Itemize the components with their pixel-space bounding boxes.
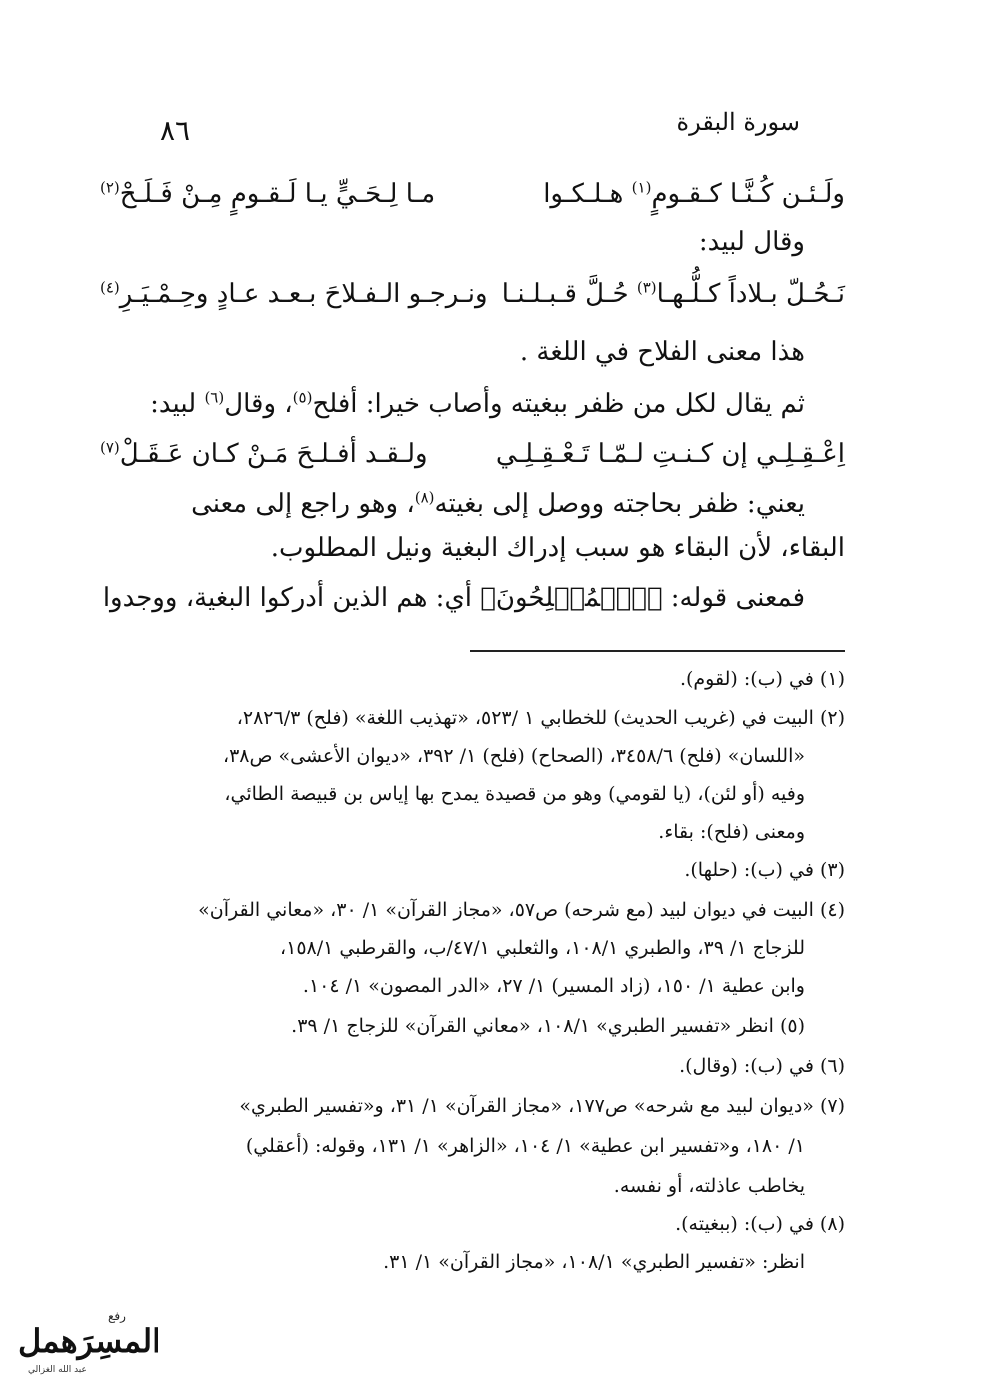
footnote: (٥) انظر «تفسير الطبري» ١٠٨/١، «معاني القرآن» للزجاج ١/ ٣٩. — [291, 1015, 805, 1037]
footnote-continuation: وفيه (أو لئن)، (يا لقومي) وهو من قصيدة يمدح بها إياس بن قبيصة الطائي، — [224, 783, 805, 805]
verse-hemistich: مـا لِـحَـيٍّ يـا لَـقـومٍ مِـنْ فَـلَـحْ$^{(٢)}$ — [100, 178, 436, 209]
footnote-ref: (٧) — [100, 438, 120, 457]
footnote-ref: (١) — [631, 178, 652, 197]
footnote: (٨) في (ب): (ببغيته). — [675, 1213, 845, 1235]
footnote-continuation: وابن عطية ١/ ١٥٠، (زاد المسير) ١/ ٢٧، «الدر المصون» ١/ ١٠٤. — [302, 975, 805, 997]
text-line: فمعنى قوله: ﴿ٱلۡمُفۡلِحُونَ﴾ أي: هم الذين أدركوا البغية، ووجدوا — [102, 583, 805, 613]
footnote-ref: (٤) — [100, 278, 120, 297]
footnote: (١) في (ب): (لقوم). — [679, 668, 845, 690]
quran-term: ﴿ٱلۡمُفۡلِحُونَ﴾ — [480, 583, 663, 613]
footnote-ref: (٦) — [204, 388, 225, 407]
verse-hemistich: ونـرجـو الـفـلاحَ بـعـد عـادٍ وحِـمْـيَـرِ$^{(٤)}$ — [100, 278, 488, 309]
text-line: هذا معنى الفلاح في اللغة . — [519, 337, 805, 367]
svg-text:المسِرَهمل: المسِرَهمل — [18, 1322, 158, 1360]
footnote-continuation: للزجاج ١/ ٣٩، والطبري ١٠٨/١، والثعلبي ٤٧/١/ب، والقرطبي ١٥٨/١، — [279, 937, 805, 959]
verse-line-1 — [100, 172, 845, 216]
footnote: (٢) البيت في (غريب الحديث) للخطابي ١ /٥٢٣، «تهذيب اللغة» (فلح) ٢٨٢٦/٣، — [236, 707, 845, 729]
text-line: يعني: ظفر بحاجته ووصل إلى بغيته$^{(٨)}$، وهو راجع إلى معنى — [191, 488, 805, 519]
verse-hemistich: ولَـئـن كُـنَّـا كـقـومٍ$^{(١)}$ هـلـكـوا — [543, 178, 845, 209]
footnote-continuation: ومعنى (فلح): بقاء. — [658, 821, 805, 843]
footnote-separator — [470, 650, 845, 652]
text-line: وقال لبيد: — [698, 227, 805, 257]
footnote-ref: (٥) — [292, 388, 313, 407]
footnote-continuation: يخاطب عاذلته، أو نفسه. — [613, 1175, 805, 1197]
text-line: ثم يقال لكل من ظفر ببغيته وأصاب خيرا: أفلح$^{(٥)}$، وقال$^{(٦)}$ لبيد: — [150, 388, 805, 419]
svg-text:عبد الله الغزالي: عبد الله الغزالي — [28, 1365, 87, 1375]
text-line: البقاء، لأن البقاء هو سبب إدراك البغية ونيل المطلوب. — [270, 533, 845, 563]
page-number: ٨٦ — [160, 114, 191, 147]
library-stamp — [8, 1300, 158, 1380]
footnote: (٧) «ديوان لبيد مع شرحه» ص١٧٧، «مجاز القرآن» ١/ ٣١، و«تفسير الطبري» — [239, 1095, 845, 1117]
verse-hemistich: نَـحُـلّ بـلاداً كـلُّـهـا$^{(٣)}$ حُـلَّ قـبـلـنـا — [501, 278, 845, 309]
footnote-ref: (٨) — [414, 488, 435, 507]
footnote-ref: (٢) — [100, 178, 120, 197]
verse-line-3 — [100, 432, 845, 476]
verse-hemistich: ولـقـد أفـلـحَ مَـنْ كـان عَـقَـلْ$^{(٧)}$ — [100, 438, 428, 469]
footnote: (٦) في (ب): (وقال). — [679, 1055, 845, 1077]
page-header — [160, 108, 800, 158]
footnote-continuation: انظر: «تفسير الطبري» ١٠٨/١، «مجاز القرآن» ١/ ٣١. — [383, 1251, 805, 1273]
footnote-continuation: ١/ ١٨٠، و«تفسير ابن عطية» ١/ ١٠٤، «الزاهر» ١/ ١٣١، وقوله: (أعقلي) — [245, 1135, 805, 1157]
footnote: (٣) في (ب): (حلها). — [684, 859, 845, 881]
footnote-continuation: «اللسان» (فلح) ٣٤٥٨/٦، (الصحاح) (فلح) ١/ ٣٩٢، «ديوان الأعشى» ص٣٨، — [222, 745, 805, 767]
svg-text:رفع: رفع — [108, 1309, 126, 1323]
verse-hemistich: اِعْـقِـلِـي إن كـنـتِ لـمّـا تَـعْـقِـلِـي — [495, 439, 845, 469]
surah-title: سورة البقرة — [676, 108, 800, 136]
footnote-ref: (٣) — [636, 278, 657, 297]
footnote: (٤) البيت في ديوان لبيد (مع شرحه) ص٥٧، «مجاز القرآن» ١/ ٣٠، «معاني القرآن» — [198, 899, 845, 921]
verse-line-2 — [100, 272, 845, 316]
stamp-logo — [8, 1300, 158, 1380]
